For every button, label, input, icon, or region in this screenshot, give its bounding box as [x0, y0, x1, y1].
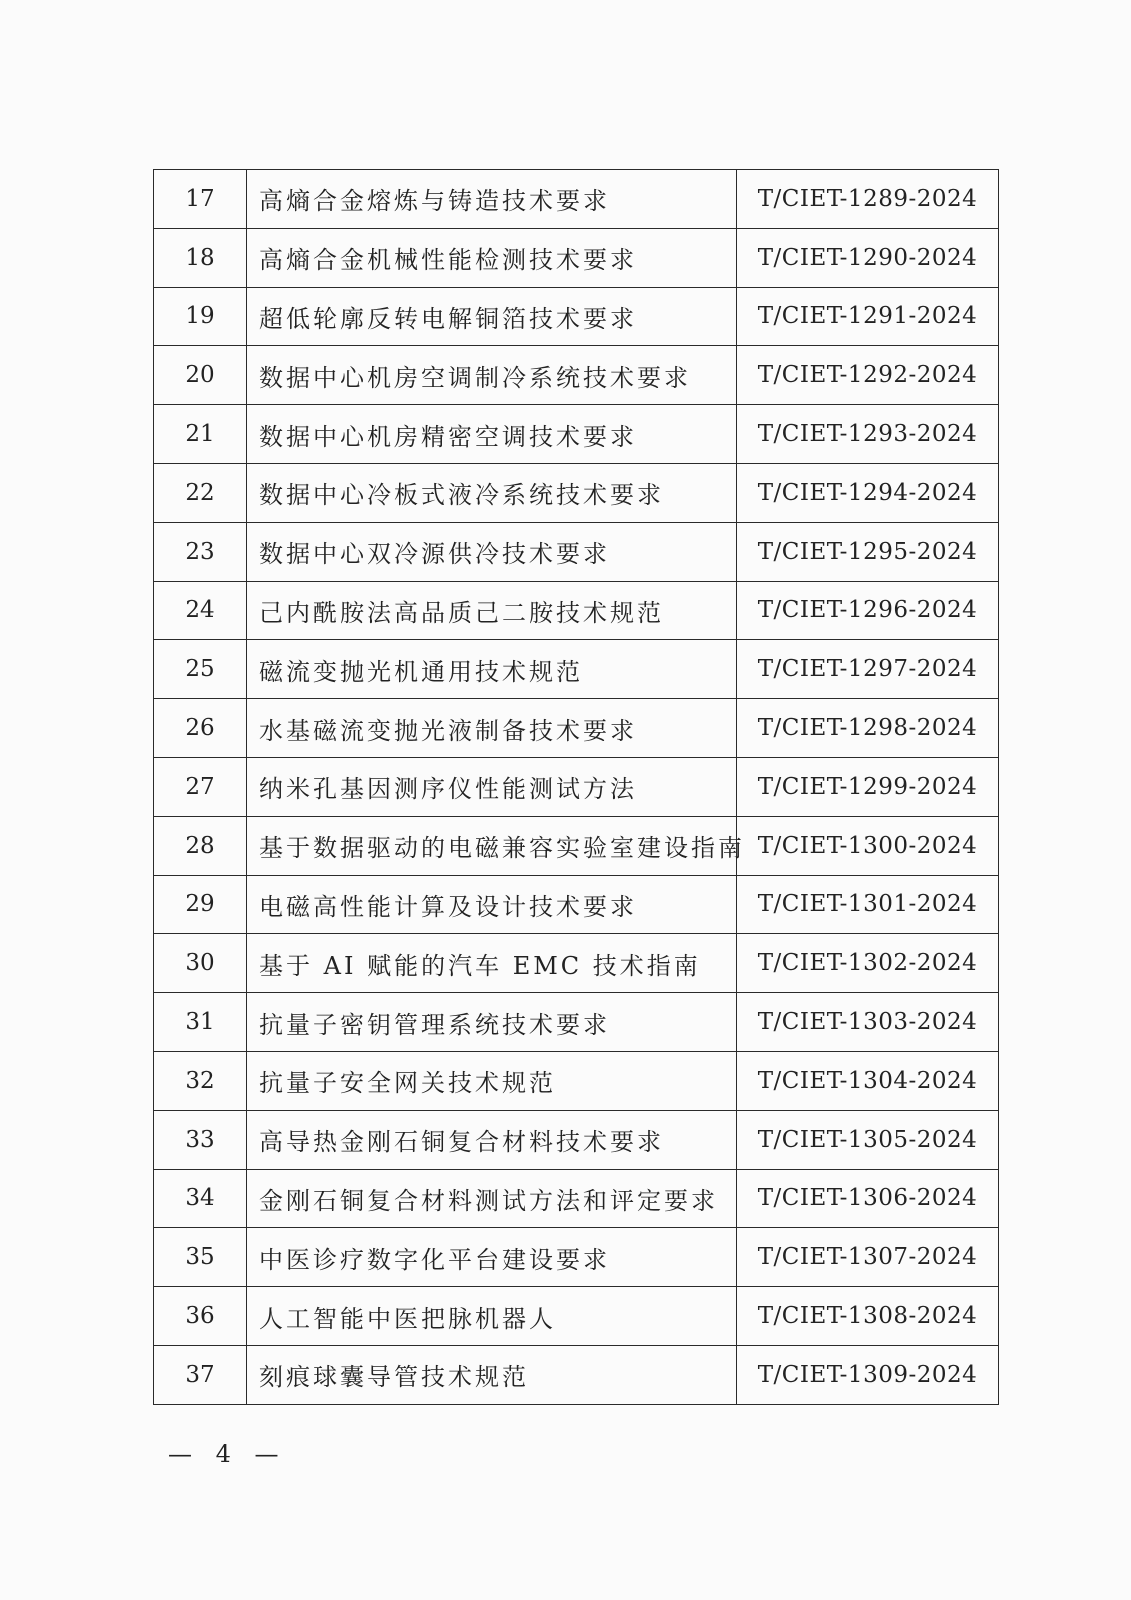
standard-name: 人工智能中医把脉机器人 — [247, 1287, 737, 1346]
row-number: 34 — [154, 1169, 247, 1228]
table-row — [154, 405, 999, 464]
row-number: 23 — [154, 522, 247, 581]
row-number: 37 — [154, 1345, 247, 1404]
table-row — [154, 170, 999, 229]
row-number: 36 — [154, 1287, 247, 1346]
table-row — [154, 228, 999, 287]
standard-code: T/CIET-1307-2024 — [737, 1228, 999, 1287]
row-number: 22 — [154, 463, 247, 522]
table-row — [154, 1228, 999, 1287]
standard-code: T/CIET-1302-2024 — [737, 934, 999, 993]
standard-name: 高导热金刚石铜复合材料技术要求 — [247, 1110, 737, 1169]
standard-code: T/CIET-1293-2024 — [737, 405, 999, 464]
standard-code: T/CIET-1305-2024 — [737, 1110, 999, 1169]
standard-name: 纳米孔基因测序仪性能测试方法 — [247, 757, 737, 816]
standard-name: 电磁高性能计算及设计技术要求 — [247, 875, 737, 934]
standard-code: T/CIET-1301-2024 — [737, 875, 999, 934]
standard-code: T/CIET-1298-2024 — [737, 699, 999, 758]
standard-name: 抗量子密钥管理系统技术要求 — [247, 993, 737, 1052]
table-row — [154, 1051, 999, 1110]
row-number: 20 — [154, 346, 247, 405]
table-row — [154, 1110, 999, 1169]
standard-code: T/CIET-1309-2024 — [737, 1345, 999, 1404]
standard-code: T/CIET-1306-2024 — [737, 1169, 999, 1228]
standard-code: T/CIET-1290-2024 — [737, 228, 999, 287]
standard-name: 刻痕球囊导管技术规范 — [247, 1345, 737, 1404]
table-row — [154, 640, 999, 699]
table-row — [154, 346, 999, 405]
row-number: 21 — [154, 405, 247, 464]
standard-name: 中医诊疗数字化平台建设要求 — [247, 1228, 737, 1287]
standard-name: 水基磁流变抛光液制备技术要求 — [247, 699, 737, 758]
standard-name: 数据中心冷板式液冷系统技术要求 — [247, 463, 737, 522]
row-number: 30 — [154, 934, 247, 993]
standard-name: 金刚石铜复合材料测试方法和评定要求 — [247, 1169, 737, 1228]
standard-code: T/CIET-1295-2024 — [737, 522, 999, 581]
standard-code: T/CIET-1294-2024 — [737, 463, 999, 522]
row-number: 32 — [154, 1051, 247, 1110]
table-row — [154, 757, 999, 816]
standard-name: 数据中心双冷源供冷技术要求 — [247, 522, 737, 581]
table-row — [154, 522, 999, 581]
table-row — [154, 287, 999, 346]
row-number: 19 — [154, 287, 247, 346]
standard-name: 数据中心机房空调制冷系统技术要求 — [247, 346, 737, 405]
row-number: 18 — [154, 228, 247, 287]
standards-table — [153, 169, 999, 1405]
row-number: 28 — [154, 816, 247, 875]
table-row — [154, 1287, 999, 1346]
table-row — [154, 1169, 999, 1228]
table-row — [154, 816, 999, 875]
row-number: 29 — [154, 875, 247, 934]
row-number: 26 — [154, 699, 247, 758]
row-number: 35 — [154, 1228, 247, 1287]
row-number: 25 — [154, 640, 247, 699]
table-row — [154, 581, 999, 640]
standard-code: T/CIET-1291-2024 — [737, 287, 999, 346]
standard-name: 基于 AI 赋能的汽车 EMC 技术指南 — [247, 934, 737, 993]
standard-code: T/CIET-1292-2024 — [737, 346, 999, 405]
standard-name: 超低轮廓反转电解铜箔技术要求 — [247, 287, 737, 346]
page-number: — 4 — — [168, 1440, 287, 1468]
row-number: 31 — [154, 993, 247, 1052]
row-number: 24 — [154, 581, 247, 640]
standard-code: T/CIET-1296-2024 — [737, 581, 999, 640]
table-row — [154, 934, 999, 993]
table-row — [154, 463, 999, 522]
standard-code: T/CIET-1297-2024 — [737, 640, 999, 699]
standard-name: 高熵合金机械性能检测技术要求 — [247, 228, 737, 287]
table-row — [154, 1345, 999, 1404]
standard-name: 数据中心机房精密空调技术要求 — [247, 405, 737, 464]
standard-name: 基于数据驱动的电磁兼容实验室建设指南 — [247, 816, 737, 875]
table-row — [154, 875, 999, 934]
standard-code: T/CIET-1308-2024 — [737, 1287, 999, 1346]
standard-code: T/CIET-1289-2024 — [737, 170, 999, 229]
row-number: 17 — [154, 170, 247, 229]
table-row — [154, 699, 999, 758]
table-row — [154, 993, 999, 1052]
standards-table-body — [154, 170, 999, 1405]
standard-name: 高熵合金熔炼与铸造技术要求 — [247, 170, 737, 229]
standard-name: 磁流变抛光机通用技术规范 — [247, 640, 737, 699]
standard-code: T/CIET-1303-2024 — [737, 993, 999, 1052]
standard-name: 抗量子安全网关技术规范 — [247, 1051, 737, 1110]
row-number: 27 — [154, 757, 247, 816]
standard-code: T/CIET-1299-2024 — [737, 757, 999, 816]
standard-code: T/CIET-1304-2024 — [737, 1051, 999, 1110]
standard-name: 己内酰胺法高品质己二胺技术规范 — [247, 581, 737, 640]
standard-code: T/CIET-1300-2024 — [737, 816, 999, 875]
row-number: 33 — [154, 1110, 247, 1169]
